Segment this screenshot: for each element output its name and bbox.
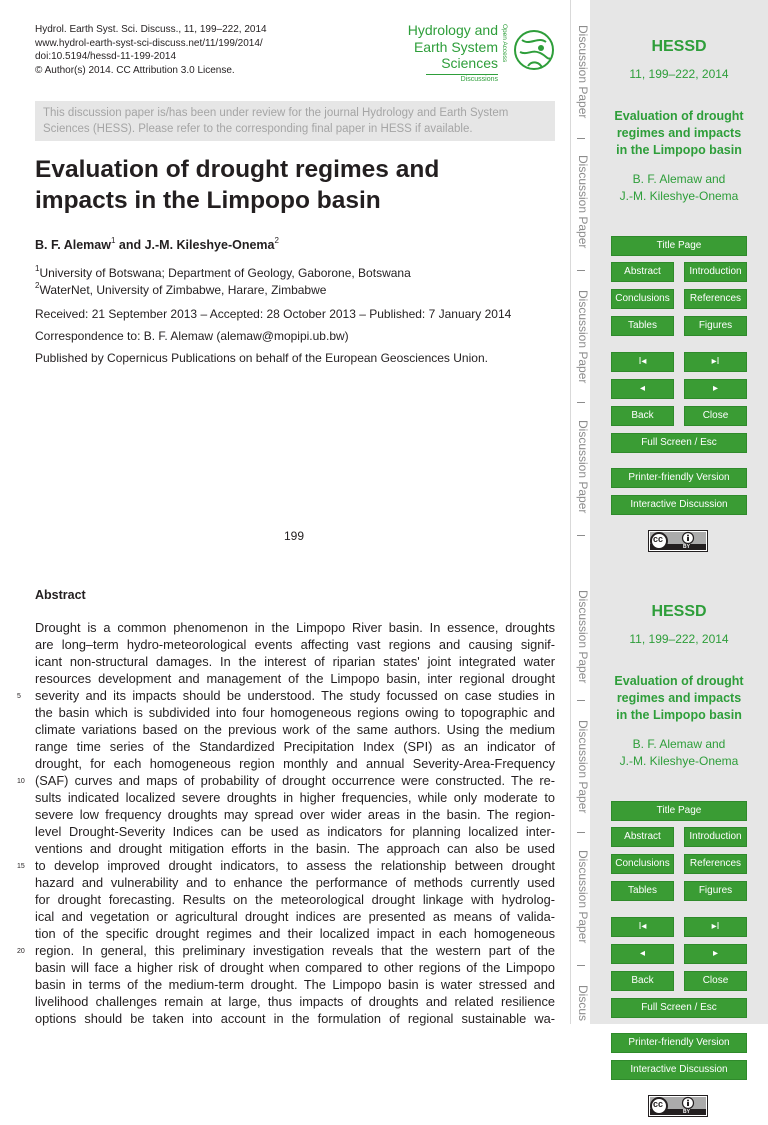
author-list [35, 236, 279, 252]
cc-label: cc [653, 1099, 664, 1109]
sidebar-authors: B. F. Alemaw and [632, 737, 726, 751]
abstract-line-text: tion of the specific drought regimes and their localized impact in each homogeneous [35, 926, 555, 941]
journal-citation: Hydrol. Earth Syst. Sci. Discuss., 11, 199–222, 2014 [35, 24, 267, 35]
interactive-discussion-button[interactable]: Interactive Discussion [611, 495, 747, 515]
sidebar-paper-title: regimes and impacts [616, 691, 742, 705]
abstract-line [35, 840, 555, 857]
sidebar-journal-name: HESSD [651, 38, 707, 55]
discussion-paper-label: Discus [576, 985, 590, 1022]
affiliation-marker: 2 [274, 236, 279, 245]
sidebar-volume: 11, 199–222, 2014 [629, 632, 729, 646]
figures-button[interactable]: Figures [684, 316, 747, 336]
discussion-paper-label: Discussion Paper [576, 850, 590, 944]
sidebar-paper-title: Evaluation of drought [614, 674, 744, 688]
close-button[interactable]: Close [684, 971, 747, 991]
interactive-discussion-button[interactable]: Interactive Discussion [611, 1060, 747, 1080]
journal-url[interactable]: www.hydrol-earth-syst-sci-discuss.net/11/199/2014/ [35, 37, 263, 49]
abstract-line [35, 1010, 555, 1027]
abstract-line [35, 738, 555, 755]
abstract-line-text: Drought is a common phenomenon in the Limpopo River basin. In essence, droughts [35, 620, 555, 635]
cc-label: cc [653, 534, 664, 544]
discussion-paper-label: Discussion Paper [576, 155, 590, 249]
label-separator [577, 138, 585, 139]
abstract-line [17, 857, 555, 874]
line-number: 5 [17, 693, 21, 700]
by-label: BY [683, 1109, 690, 1115]
abstract-line-text: to develop improved drought indicators, to assess the relationship between drought [35, 858, 555, 873]
line-number: 15 [17, 863, 25, 870]
author-separator: and [115, 238, 145, 252]
abstract-line [35, 874, 555, 891]
abstract-line [35, 636, 555, 653]
affiliation-marker: 1 [35, 264, 40, 273]
globe-logo-icon [512, 26, 556, 74]
abstract-line-text: options should be taken into account in the formulation of regional sustainable wa- [35, 1011, 555, 1026]
label-separator [577, 965, 585, 966]
logo-line: Earth System [413, 38, 498, 55]
abstract-line-text: (SAF) curves and maps of probability of drought occurrence were constructed. The re- [35, 773, 555, 788]
journal-info [35, 23, 267, 77]
line-number: 10 [17, 778, 25, 785]
tables-button[interactable]: Tables [611, 881, 674, 901]
sidebar-paper-title: in the Limpopo basin [616, 708, 742, 722]
logo-text [408, 22, 498, 72]
tables-button[interactable]: Tables [611, 316, 674, 336]
affiliation-marker: 2 [35, 281, 40, 290]
column-divider [570, 0, 571, 1024]
sidebar-authors: J.-M. Kileshye-Onema [619, 189, 739, 203]
label-separator [577, 700, 585, 701]
introduction-button[interactable]: Introduction [684, 827, 747, 847]
abstract-line-text: basin will face a higher risk of drought when compared to other regions of the Limpopo [35, 960, 555, 975]
back-button[interactable]: Back [611, 406, 674, 426]
affiliation [35, 281, 326, 297]
abstract-body [17, 619, 555, 1027]
open-access-label: Open Access [501, 24, 508, 63]
close-button[interactable]: Close [684, 406, 747, 426]
affiliation [35, 264, 411, 280]
sidebar-authors: B. F. Alemaw and [632, 172, 726, 186]
abstract-line [35, 891, 555, 908]
abstract-line [35, 653, 555, 670]
conclusions-button[interactable]: Conclusions [611, 289, 674, 309]
abstract-line-text: for drought forecasting. Results on the meteorological drought linkage with hydrolog- [35, 892, 555, 907]
abstract-button[interactable]: Abstract [611, 262, 674, 282]
navigation-sidebar [590, 0, 768, 1115]
abstract-line [35, 908, 555, 925]
doi: doi:10.5194/hessd-11-199-2014 [35, 51, 177, 62]
abstract-line [35, 959, 555, 976]
publisher-note: Published by Copernicus Publications on behalf of the European Geosciences Union. [35, 351, 488, 365]
last-page-button[interactable]: ▸I [684, 917, 747, 937]
abstract-line [35, 670, 555, 687]
creative-commons-badge[interactable] [648, 1095, 708, 1117]
label-separator [577, 832, 585, 833]
creative-commons-badge[interactable] [648, 530, 708, 552]
affiliation-text: WaterNet, University of Zimbabwe, Harare, Zimbabwe [39, 283, 327, 297]
abstract-line [35, 619, 555, 636]
sidebar-paper-title: Evaluation of drought [614, 109, 744, 123]
abstract-line-text: hazard and vulnerability and to enhance the performance of methods currently used [35, 875, 555, 890]
sidebar-authors: J.-M. Kileshye-Onema [619, 754, 739, 768]
abstract-line [17, 687, 555, 704]
journal-logo [400, 22, 560, 86]
next-page-button[interactable]: ▸ [684, 944, 747, 964]
references-button[interactable]: References [684, 289, 747, 309]
last-page-button[interactable]: ▸I [684, 352, 747, 372]
abstract-line-text: livelihood challenges remain at large, thus impacts of droughts and related resilience [35, 994, 555, 1009]
review-notice: This discussion paper is/has been under review for the journal Hydrology and Earth System Sciences (HESS). Please refer to the corresponding final paper in HESS if available. [35, 101, 555, 141]
abstract-line [35, 755, 555, 772]
label-separator [577, 270, 585, 271]
discussion-paper-margin [572, 0, 590, 1024]
discussion-paper-label: Discussion Paper [576, 720, 590, 814]
abstract-line [35, 993, 555, 1010]
abstract-line-text: range time series of the Standardized Precipitation Index (SPI) as an indicator of [35, 739, 555, 754]
author-name: J.-M. Kileshye-Onema [144, 238, 275, 252]
abstract-line [17, 772, 555, 789]
previous-page-button[interactable]: ◂ [611, 379, 674, 399]
affiliation-marker: 1 [110, 236, 116, 245]
title-page-button[interactable]: Title Page [611, 236, 747, 256]
first-page-button[interactable]: I◂ [611, 917, 674, 937]
first-page-button[interactable]: I◂ [611, 352, 674, 372]
abstract-line-text: region. In general, this preliminary investigation reveals that the western part of the [35, 943, 555, 958]
page-number: 199 [284, 529, 305, 543]
figures-button[interactable]: Figures [684, 881, 747, 901]
label-separator [577, 402, 585, 403]
abstract-line-text: drought, for each homogeneous region monthly and annual Severity-Area-Frequency [35, 756, 555, 771]
discussion-paper-label: Discussion Paper [576, 420, 590, 514]
abstract-line-text: climate variations based on the previous work of the same authors. Using the medium [35, 722, 555, 737]
abstract-line [35, 925, 555, 942]
references-button[interactable]: References [684, 854, 747, 874]
affiliation-text: University of Botswana; Department of Geology, Gaborone, Botswana [39, 266, 411, 280]
discussion-paper-label: Discussion Paper [576, 590, 590, 684]
full-screen-button[interactable]: Full Screen / Esc [611, 433, 747, 453]
sidebar-journal-name: HESSD [651, 603, 707, 620]
label-separator [577, 535, 585, 536]
sidebar-panel [590, 565, 768, 1125]
sidebar-volume: 11, 199–222, 2014 [629, 67, 729, 81]
abstract-line-text: severe low frequency droughts may spread over wider areas in the basin. The region- [35, 807, 555, 822]
abstract-line [35, 721, 555, 738]
publication-dates: Received: 21 September 2013 – Accepted: 28 October 2013 – Published: 7 January 2014 [35, 307, 512, 321]
abstract-heading: Abstract [35, 588, 86, 602]
previous-page-button[interactable]: ◂ [611, 944, 674, 964]
printer-friendly-button[interactable]: Printer-friendly Version [611, 1033, 747, 1053]
abstract-line-text: resources development and management of the Limpopo basin, inter regional drought [35, 671, 555, 686]
abstract-line-text: level Drought-Severity Indices can be used as indicators for planning localized inter- [35, 824, 555, 839]
abstract-line-text: sults indicated localized severe droughts in higher frequencies, while only moderate to [35, 790, 555, 805]
discussion-paper-label: Discussion Paper [576, 290, 590, 384]
back-button[interactable]: Back [611, 971, 674, 991]
abstract-line-text: ventions and drought mitigation efforts in the basin. The approach can also be used [35, 841, 555, 856]
next-page-button[interactable]: ▸ [684, 379, 747, 399]
abstract-button[interactable]: Abstract [611, 827, 674, 847]
line-number: 20 [17, 948, 25, 955]
abstract-line-text: ical and vegetation or agricultural drought indices are presented as means of valida- [35, 909, 555, 924]
license: © Author(s) 2014. CC Attribution 3.0 License. [35, 64, 235, 76]
abstract-line [35, 806, 555, 823]
abstract-line-text: basin in terms of the medium-term drought. The Limpopo basin is water stressed and [35, 977, 555, 992]
logo-line: Hydrology and [407, 22, 498, 38]
abstract-line-text: are long–term hydro-meteorological events affecting vast regions and causing signif- [35, 637, 555, 652]
abstract-line [17, 942, 555, 959]
sidebar-paper-title: in the Limpopo basin [616, 143, 742, 157]
abstract-line [35, 789, 555, 806]
abstract-line-text: icant non-structural damages. In the interest of riparian states' joint integrated water [35, 654, 555, 669]
author-name: B. F. Alemaw [35, 238, 111, 252]
abstract-line-text: severity and its impacts should be understood. The study focussed on case studies in [35, 688, 555, 703]
by-label: BY [683, 544, 690, 550]
title-page-button[interactable]: Title Page [611, 801, 747, 821]
logo-line: Sciences [441, 55, 498, 71]
logo-subtitle: Discussions [426, 74, 498, 83]
conclusions-button[interactable]: Conclusions [611, 854, 674, 874]
printer-friendly-button[interactable]: Printer-friendly Version [611, 468, 747, 488]
full-screen-button[interactable]: Full Screen / Esc [611, 998, 747, 1018]
sidebar-panel [590, 0, 768, 560]
introduction-button[interactable]: Introduction [684, 262, 747, 282]
abstract-line-text: the basin which is subdivided into four homogeneous regions owing to topographic and [35, 705, 555, 720]
sidebar-paper-title: regimes and impacts [616, 126, 742, 140]
page-title: Evaluation of drought regimes and impacts in the Limpopo basin [35, 156, 440, 214]
abstract-line [35, 823, 555, 840]
discussion-paper-label: Discussion Paper [576, 25, 590, 119]
abstract-line [35, 976, 555, 993]
correspondence: Correspondence to: B. F. Alemaw (alemaw@mopipi.ub.bw) [35, 329, 349, 343]
abstract-line [35, 704, 555, 721]
